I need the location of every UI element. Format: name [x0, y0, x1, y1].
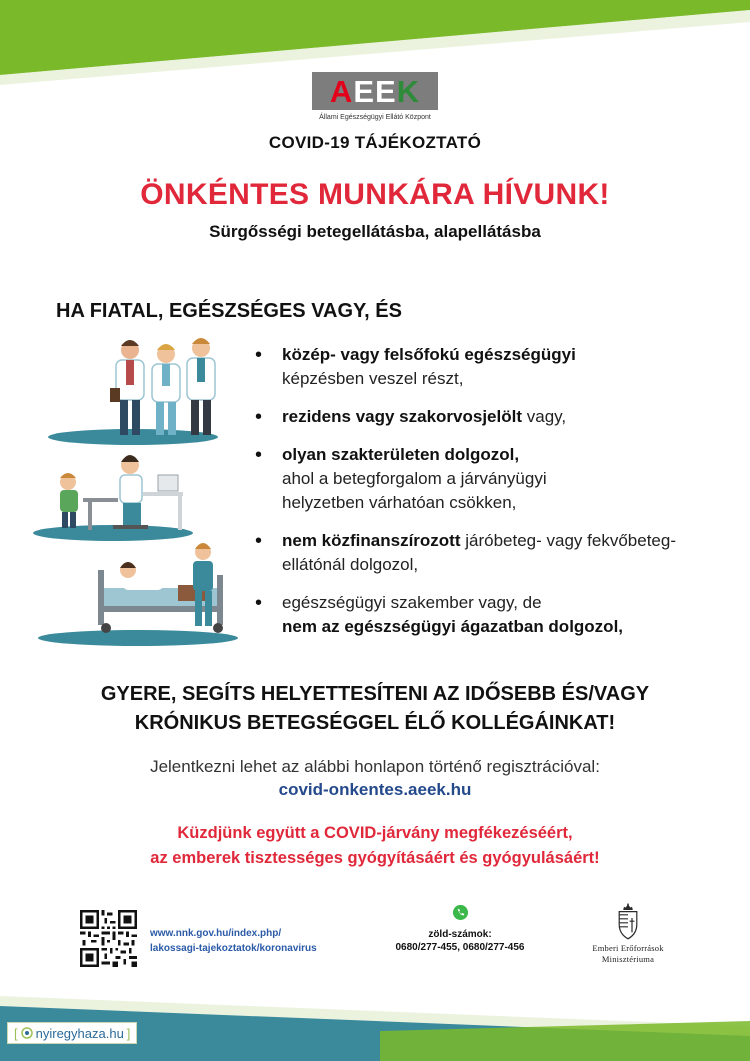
list-item [255, 343, 725, 391]
ministry-name-line-2: Minisztériuma [601, 954, 655, 964]
watermark-bracket-left-icon: [ [14, 1025, 18, 1041]
sub-heading: Sürgősségi betegellátásba, alapellátásba [209, 222, 541, 241]
list-item [255, 405, 725, 429]
bullet-bold-text: nem az egészségügyi ágazatban dolgozol, [282, 617, 624, 636]
section-heading: HA FIATAL, EGÉSZSÉGES VAGY, ÉS [56, 300, 402, 322]
call-to-action [0, 680, 750, 738]
watermark-text: nyiregyhaza.hu [35, 1025, 124, 1041]
list-item [255, 591, 725, 639]
list-item [255, 443, 725, 515]
call-to-action-line-1: GYERE, SEGÍTS HELYETTESÍTENI AZ IDŐSEBB ÉS/VAGY [100, 683, 650, 705]
aeek-logo [312, 72, 438, 110]
bullet-text: vagy, [526, 407, 567, 426]
eligibility-list [255, 343, 725, 639]
slogan [0, 821, 750, 871]
nnk-link-line-2: lakossagi-tajekoztatok/koronavirus [150, 943, 317, 954]
nnk-link-line-1: www.nnk.gov.hu/index.php/ [150, 928, 282, 939]
main-heading: ÖNKÉNTES MUNKÁRA HÍVUNK! [140, 178, 610, 211]
nnk-website-link[interactable] [150, 926, 317, 956]
phone-icon [453, 905, 468, 920]
bullet-bold-text: olyan szakterületen dolgozol, [282, 445, 520, 464]
registration-text: Jelentkezni lehet az alábbi honlapon történő regisztrációval: [150, 757, 600, 776]
qr-code[interactable] [80, 910, 137, 967]
hungarian-coat-of-arms-icon [616, 903, 640, 941]
bullet-text: járóbeteg- vagy fekvőbeteg-ellátónál dolgozol, [282, 531, 676, 574]
doctors-illustration [48, 338, 218, 445]
bottom-decorative-band [0, 961, 750, 1061]
bullet-bold-text: közép- vagy felsőfokú egészségügyi [282, 345, 576, 364]
slogan-line-2: az emberek tisztességes gyógyításáért és gyógyulásáért! [150, 849, 600, 867]
watermark-logo-icon [21, 1027, 33, 1039]
hotline-block [380, 905, 540, 953]
hotline-numbers: 0680/277-455, 0680/277-456 [395, 942, 525, 953]
list-item [255, 529, 725, 577]
watermark [7, 1022, 137, 1044]
healthcare-illustrations [28, 330, 253, 650]
ministry-name-line-1: Emberi Erőforrások [592, 943, 664, 953]
ministry-logo [578, 903, 678, 965]
registration-link[interactable]: covid-onkentes.aeek.hu [278, 780, 472, 799]
hotline-label: zöld-számok: [428, 929, 492, 940]
bullet-text: ahol a betegforgalom a járványügyi helyzetben várhatóan csökken, [282, 469, 547, 512]
bullet-text: képzésben veszel részt, [282, 369, 464, 388]
slogan-line-1: Küzdjünk együtt a COVID-járvány megfékezéséért, [177, 824, 573, 842]
patient-bed-illustration [38, 543, 238, 646]
watermark-bracket-right-icon: ] [126, 1025, 131, 1041]
bullet-bold-text: nem közfinanszírozott [282, 531, 461, 550]
nurse-desk-illustration [33, 455, 193, 541]
aeek-logo-text: AEEK [329, 73, 421, 109]
covid-title: COVID-19 TÁJÉKOZTATÓ [268, 133, 482, 152]
call-to-action-line-2: KRÓNIKUS BETEGSÉGGEL ÉLŐ KOLLÉGÁINKAT! [134, 712, 616, 734]
bullet-text: egészségügyi szakember vagy, de [282, 593, 542, 612]
aeek-logo-subtitle: Állami Egészségügyi Ellátó Központ [319, 114, 431, 121]
bullet-bold-text: rezidens vagy szakorvosjelölt [282, 407, 522, 426]
